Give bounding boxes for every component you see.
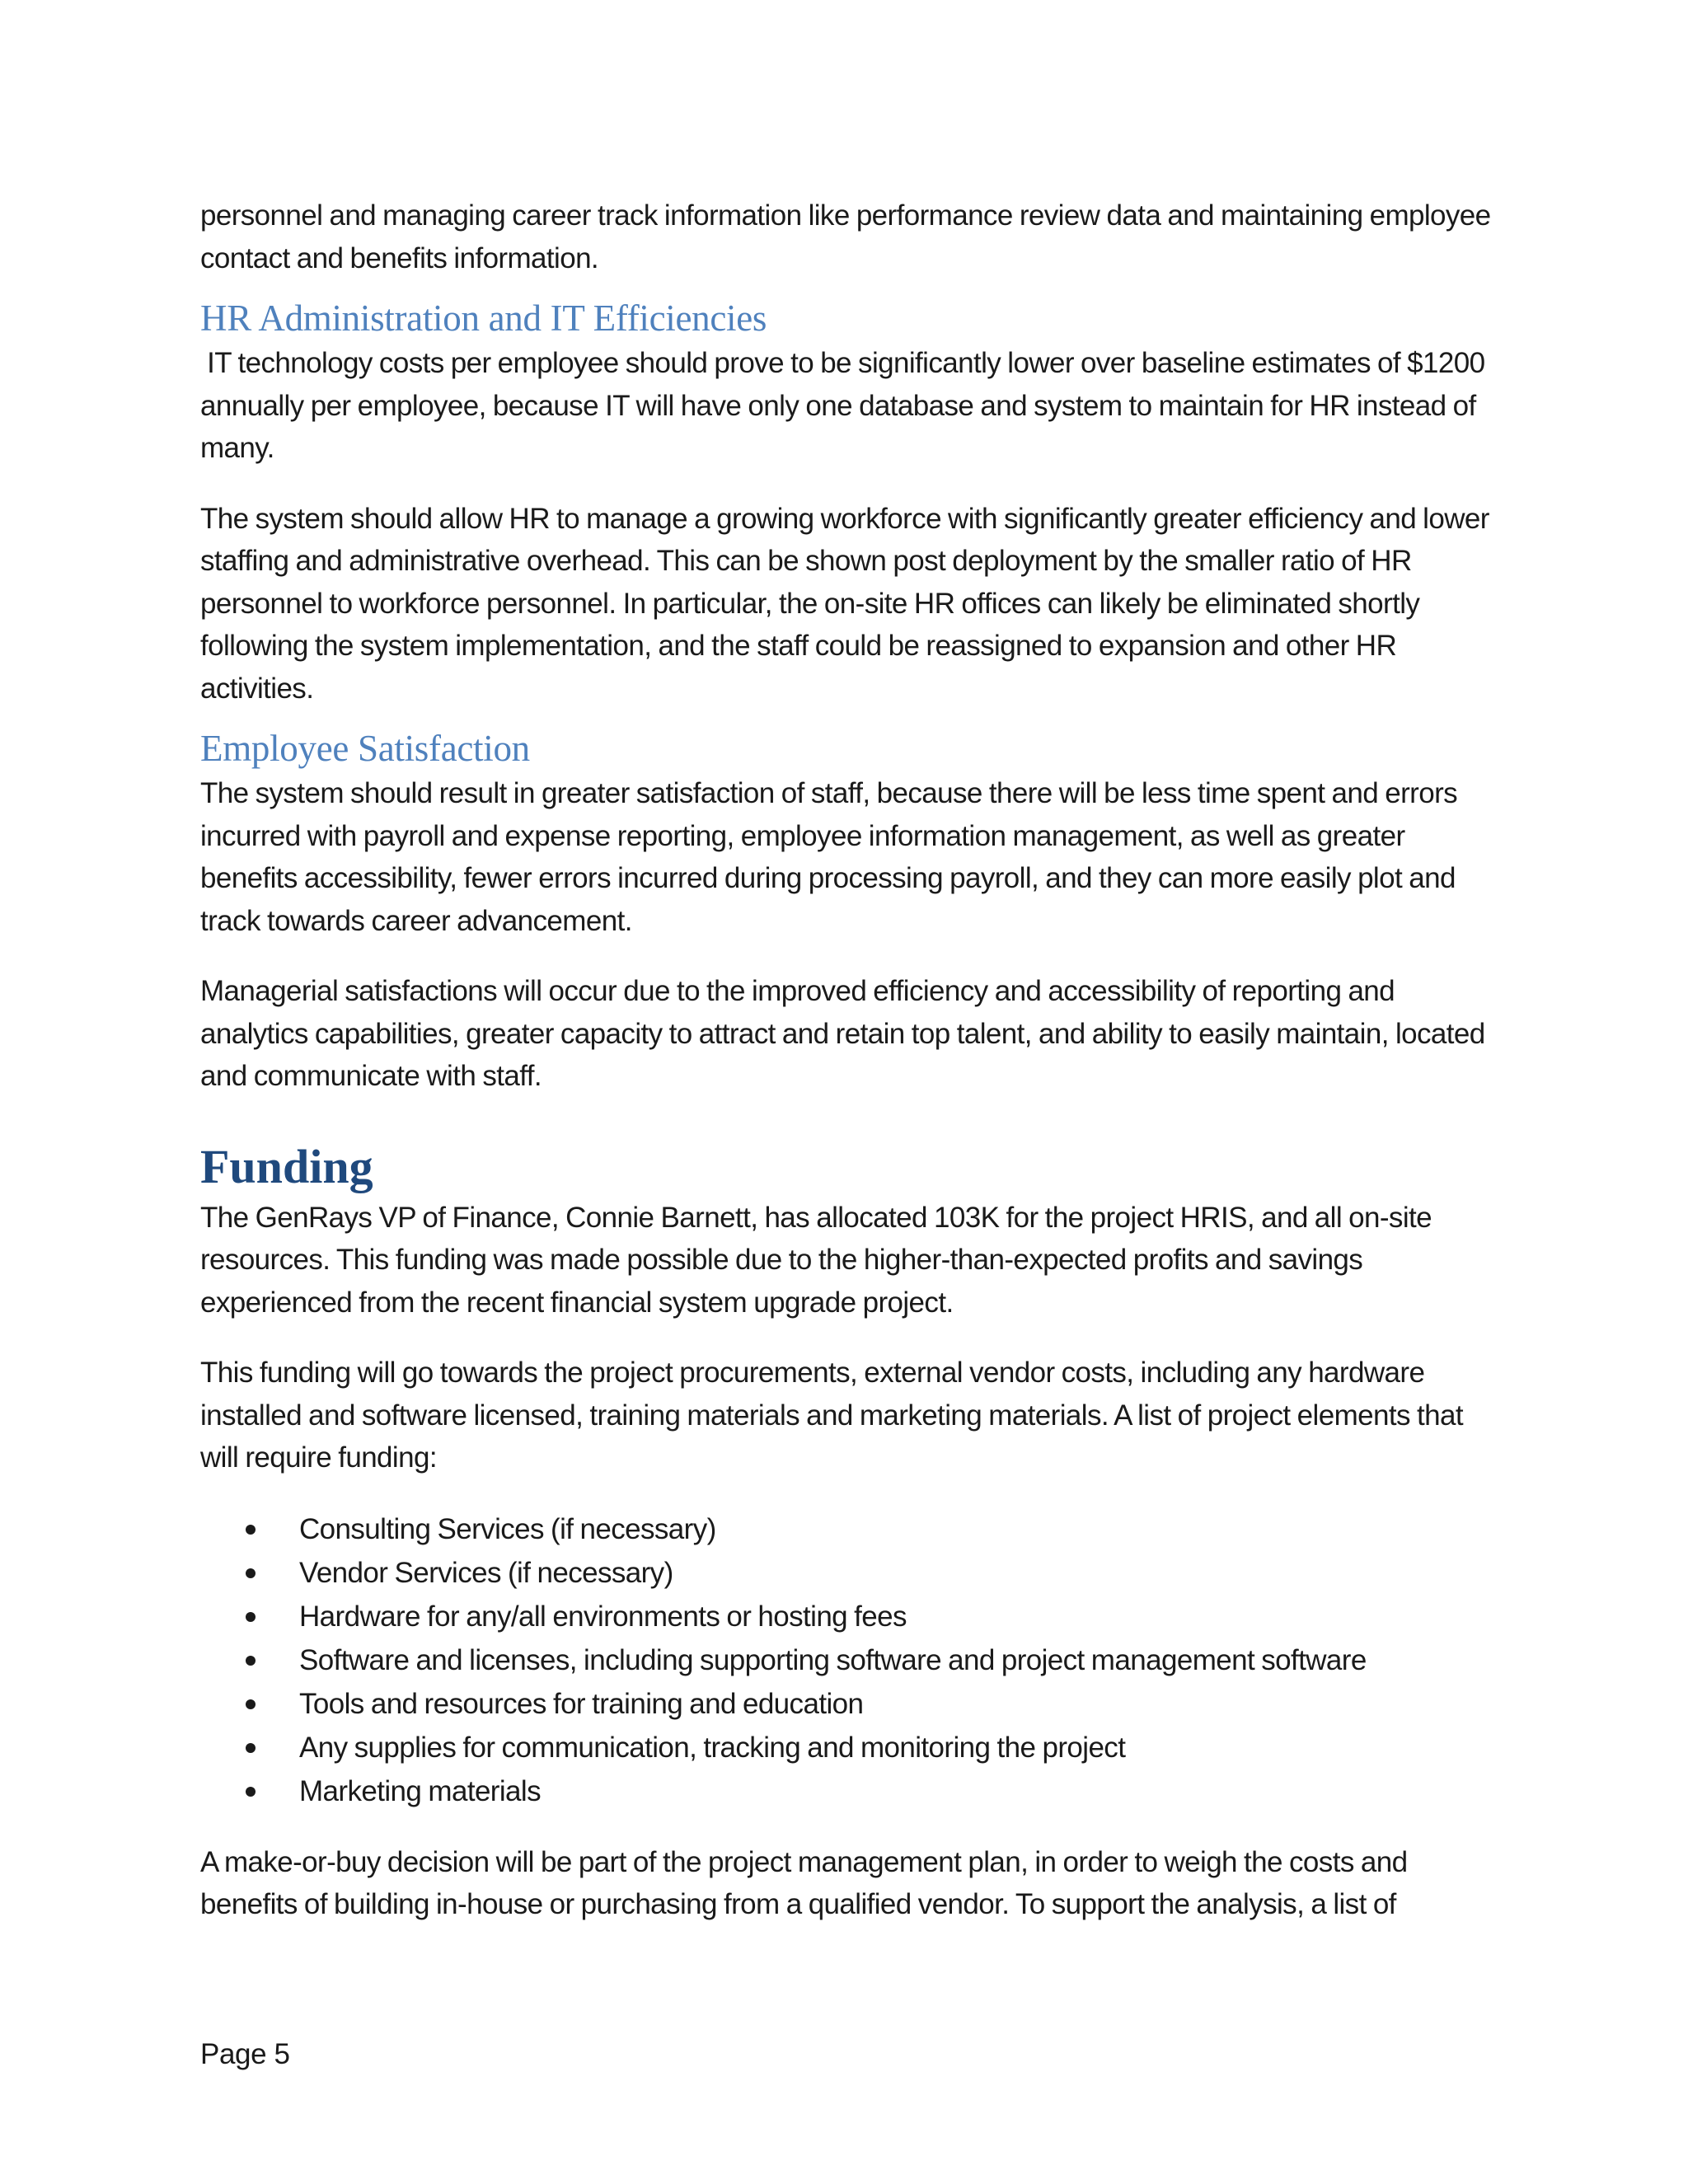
list-item: Marketing materials <box>200 1769 1494 1813</box>
list-item: Any supplies for communication, tracking and monitoring the project <box>200 1726 1494 1769</box>
list-item: Tools and resources for training and education <box>200 1682 1494 1726</box>
funding-elements-list <box>200 1507 1494 1813</box>
hr-it-paragraph-1 <box>200 342 1494 470</box>
funding-paragraph-1: The GenRays VP of Finance, Connie Barnett, has allocated 103K for the project HRIS, and all on-site resources. This funding was made possible due to the higher-than-expected profits and savings experienced from the recent financial system upgrade project. <box>200 1201 1432 1319</box>
hr-it-paragraph-2: The system should allow HR to manage a growing workforce with significantly greater efficiency and lower staffing and administrative overhead. This can be shown post deployment by the smaller ratio of HR personnel to workforce personnel. In particular, the on-site HR offices can likely be eliminated shortly following the system implementation, and the staff could be reassigned to expansion and other HR activities. <box>200 502 1489 705</box>
bullet-icon <box>246 1656 256 1666</box>
intro-paragraph: personnel and managing career track information like performance review data and maintaining employee contact and benefits information. <box>200 199 1491 274</box>
funding-paragraph-3: A make-or-buy decision will be part of the project management plan, in order to weigh the costs and benefits of building in-house or purchasing from a qualified vendor. To support the analysis, a list of <box>200 1845 1408 1920</box>
bullet-icon <box>246 1568 256 1578</box>
list-item: Consulting Services (if necessary) <box>200 1507 1494 1551</box>
hr-it-paragraph-1-text: IT technology costs per employee should prove to be significantly lower over baseline estimates of $1200 annually per employee, because IT will have only one database and system to maintain for HR instead of many. <box>200 347 1485 464</box>
section-heading-funding: Funding <box>200 1139 373 1193</box>
bullet-icon <box>246 1743 256 1753</box>
section-heading-satisfaction: Employee Satisfaction <box>200 728 530 769</box>
bullet-icon <box>246 1699 256 1709</box>
list-item: Software and licenses, including supporting software and project management software <box>200 1638 1494 1682</box>
bullet-icon <box>246 1612 256 1622</box>
bullet-icon <box>246 1787 256 1797</box>
bullet-icon <box>246 1525 256 1535</box>
funding-paragraph-2: This funding will go towards the project procurements, external vendor costs, including any hardware installed and software licensed, training materials and marketing materials. A list of project elements that will require funding: <box>200 1357 1464 1474</box>
list-item: Vendor Services (if necessary) <box>200 1551 1494 1595</box>
satisfaction-paragraph-2: Managerial satisfactions will occur due to the improved efficiency and accessibility of reporting and analytics capabilities, greater capacity to attract and retain top talent, and ability to easily maintain, located and communicate with staff. <box>200 975 1485 1092</box>
page-content <box>200 194 1494 1926</box>
list-item: Hardware for any/all environments or hosting fees <box>200 1595 1494 1638</box>
page-number: Page 5 <box>200 2038 290 2070</box>
section-heading-hr-it: HR Administration and IT Efficiencies <box>200 298 767 339</box>
satisfaction-paragraph-1: The system should result in greater satisfaction of staff, because there will be less time spent and errors incurred with payroll and expense reporting, employee information management, as well as greater benefits accessibility, fewer errors incurred during processing payroll, and they can more easily plot and track towards career advancement. <box>200 777 1458 937</box>
